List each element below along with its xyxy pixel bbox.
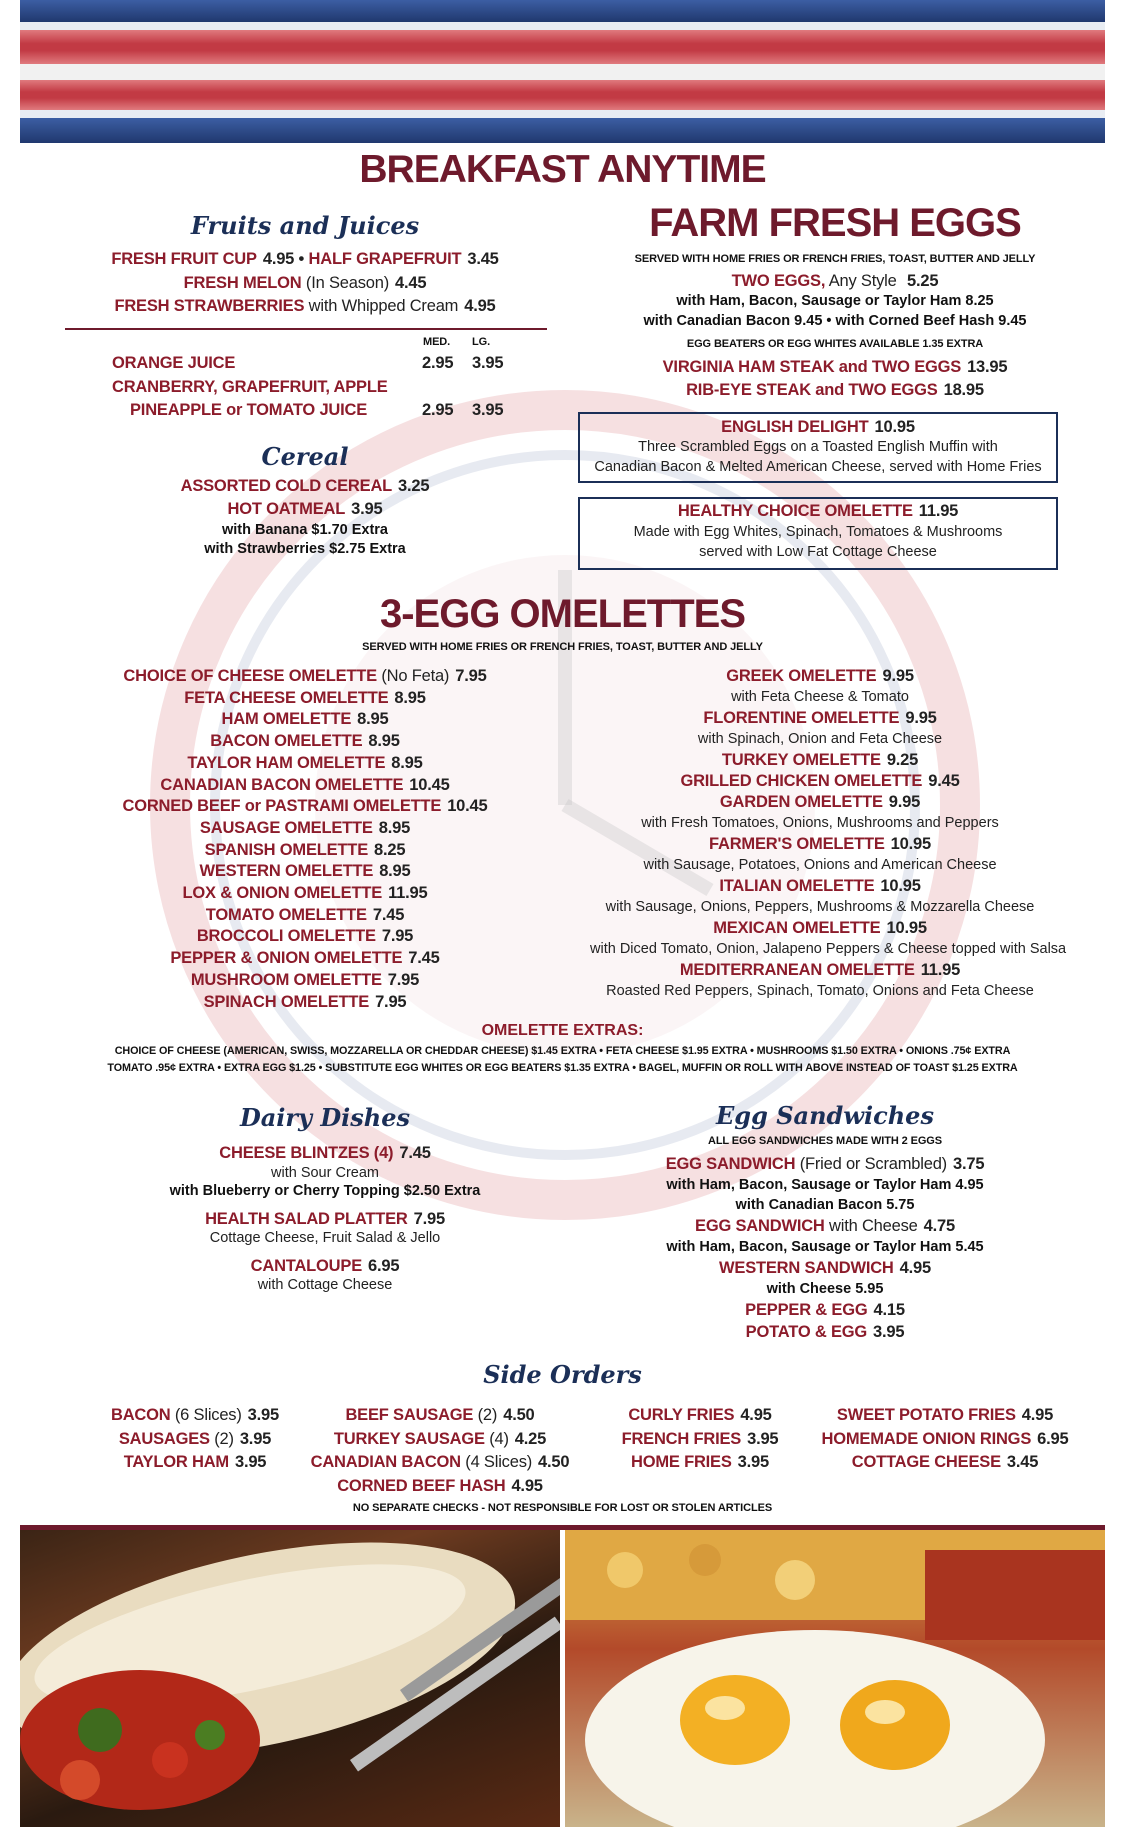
juice-name: PINEAPPLE or TOMATO JUICE [130,401,368,419]
item-price: 3.95 [247,1406,279,1424]
item-name: TURKEY SAUSAGE [333,1429,485,1448]
item-name: MEDITERRANEAN OMELETTE [679,961,915,979]
menu-item [310,1451,570,1475]
juice-med-price: 2.95 [422,354,454,372]
omelette-extras-line-2: TOMATO .95¢ EXTRA • EXTRA EGG $1.25 • SUBSTITUTE EGG WHITES OR EGG BEATERS $1.35 EXTRA • BAGEL, MUFFIN OR ROLL WITH ABOVE INSTEAD OF TOAST $1.25 EXTRA [107,1062,1018,1074]
item-desc: (In Season) [305,273,390,292]
item-name: PEPPER & ONION OMELETTE [170,949,403,968]
menu-item [110,840,500,862]
juice-row [60,399,550,423]
item-price: 4.95 [740,1406,772,1424]
item-name: FRESH FRUIT CUP [111,250,257,268]
item-price: 10.95 [880,877,921,895]
page-title: BREAKFAST ANYTIME [359,148,766,191]
menu-item [110,666,500,688]
item-price: 8.95 [357,710,389,729]
dairy-list [100,1143,550,1295]
cereal-extra: with Banana $1.70 Extra [221,522,388,538]
item-price: 7.45 [372,905,405,924]
item-name: COTTAGE CHEESE [851,1453,1001,1471]
item-subtext: Cottage Cheese, Fruit Salad & Jello [209,1230,441,1246]
menu-item [600,1215,1050,1237]
item-price: 6.95 [368,1256,400,1275]
item-price: 8.95 [394,688,426,707]
menu-item [585,379,1085,402]
sides-heading: Side Orders [483,1360,642,1389]
fruit-line [60,248,550,272]
eggs-with-ham: with Ham, Bacon, Sausage or Taylor Ham 8.25 [676,293,994,309]
item-price: 8.95 [378,818,411,837]
juice-row [60,376,550,400]
menu-item [810,1404,1080,1428]
item-name: CANADIAN BACON [310,1453,461,1471]
juice-name: ORANGE JUICE [112,354,236,372]
fried-eggs-photo-art [565,1530,1105,1827]
item-subtext-bold: with Cheese 5.95 [766,1281,884,1297]
item-price: 3.45 [467,250,499,268]
top-stripe-red [20,30,1105,64]
menu-item [110,926,500,948]
item-price: 10.45 [409,775,450,794]
top-stripe-white [20,22,1105,30]
item-price: 3.25 [398,477,430,495]
juice-lg-price: 3.95 [472,401,504,419]
item-name: GARDEN OMELETTE [719,793,883,811]
item-desc: with Cheese [829,1217,918,1235]
menu-item [310,1404,570,1428]
menu-item [600,1257,1050,1279]
stripe-gap [20,64,1105,80]
item-name: FLORENTINE OMELETTE [703,709,900,727]
menu-item [80,1451,310,1475]
item-price: 4.25 [514,1429,547,1448]
item-name: LOX & ONION OMELETTE [182,884,383,903]
item-price: 4.95 • [262,250,305,268]
menu-item [110,970,500,992]
omelettes-note: SERVED WITH HOME FRIES OR FRENCH FRIES, TOAST, BUTTER AND JELLY [362,641,763,653]
item-price: 7.95 [381,927,414,946]
top-stripe-blue [20,0,1105,22]
item-name: CURLY FRIES [628,1406,735,1424]
item-name: MUSHROOM OMELETTE [190,970,382,989]
menu-item [810,1428,1080,1452]
menu-item [590,708,1050,729]
item-name: BACON [111,1406,171,1424]
menu-item [590,771,1050,792]
eggs-heading: FARM FRESH EGGS [649,201,1021,245]
item-price: 3.95 [873,1323,905,1341]
footer-note: NO SEPARATE CHECKS - NOT RESPONSIBLE FOR LOST OR STOLEN ARTICLES [352,1502,773,1514]
sides-col-2 [310,1404,570,1498]
item-name: SAUSAGE OMELETTE [199,818,373,837]
item-subtext-bold: with Ham, Bacon, Sausage or Taylor Ham 5.45 [666,1239,984,1255]
item-price: 3.95 [737,1453,769,1471]
cereal-list [60,475,550,559]
menu-item [110,731,500,753]
item-name: TAYLOR HAM [123,1453,229,1471]
item-price: 4.75 [923,1217,955,1235]
item-price: 8.95 [391,753,423,772]
omelette-extras-heading: OMELETTE EXTRAS: [481,1022,644,1039]
item-price: 3.95 [239,1429,272,1448]
item-desc: (6 Slices) [174,1406,242,1424]
healthy-choice-desc-1: Made with Egg Whites, Spinach, Tomatoes & Mushrooms [633,524,1003,540]
sides-col-4 [810,1404,1080,1475]
menu-item [80,1404,310,1428]
sides-col-3 [590,1404,810,1475]
sandwiches-heading: Egg Sandwiches [716,1101,934,1130]
menu-item [585,356,1085,379]
menu-item [600,1153,1050,1175]
item-price: 3.45 [1006,1453,1039,1471]
english-delight-title: ENGLISH DELIGHT 10.95 [721,418,915,436]
item-price: 3.95 [747,1429,779,1448]
menu-item [310,1428,570,1452]
fruit-line [60,295,550,319]
menu-item [110,905,500,927]
menu-item [110,709,500,731]
menu-item [590,876,1050,897]
menu-item [600,1321,1050,1343]
spacer [100,1201,550,1209]
item-name: SPINACH OMELETTE [203,992,370,1011]
item-price: 4.45 [395,273,427,292]
fruit-line [60,272,550,296]
item-name: BEEF SAUSAGE [345,1406,474,1424]
item-price: 4.95 [464,297,496,315]
item-subtext-bold: with Canadian Bacon 5.75 [735,1197,915,1213]
dairy-heading: Dairy Dishes [239,1103,411,1132]
menu-item [110,818,500,840]
item-desc: (Fried or Scrambled) [799,1155,947,1173]
item-price: 7.95 [375,992,407,1011]
menu-item [590,918,1050,939]
steak-list [585,356,1085,402]
item-price: 9.45 [928,772,960,790]
item-price: 8.25 [374,840,406,859]
item-price: 9.95 [888,793,921,811]
english-delight-desc-2: Canadian Bacon & Melted American Cheese, served with Home Fries [594,459,1042,475]
item-name: HEALTH SALAD PLATTER [205,1209,408,1228]
menu-item [590,834,1050,855]
item-price: 7.95 [455,667,487,685]
item-name: CANADIAN BACON OMELETTE [160,775,404,794]
item-name: PEPPER & EGG [745,1301,868,1319]
english-delight-desc-1: Three Scrambled Eggs on a Toasted English Muffin with [638,439,998,455]
menu-item [590,1451,810,1475]
menu-item [590,792,1050,813]
juice-lg-price: 3.95 [472,354,504,372]
item-subtext-bold: with Blueberry or Cherry Topping $2.50 Extra [169,1183,481,1199]
omelettes-left-list [110,666,500,1013]
item-price: 8.95 [368,732,400,751]
item-subtext: with Feta Cheese & Tomato [731,689,909,705]
item-name: HOME FRIES [630,1453,732,1471]
menu-item [310,1475,570,1499]
item-price: 6.95 [1037,1429,1069,1448]
item-price: 3.75 [952,1155,985,1173]
item-desc: with Whipped Cream [308,297,459,315]
juice-col-lg: LG. [472,336,491,348]
item-name: FRESH MELON [183,273,302,292]
item-price: 4.15 [873,1301,905,1319]
fruits-lines [60,248,550,319]
item-name: FRENCH FRIES [621,1429,742,1448]
menu-page [20,0,1105,1827]
sides-col-1 [80,1404,310,1475]
menu-item [590,666,1050,687]
item-name: FRESH STRAWBERRIES [114,297,305,315]
item-name: HALF GRAPEFRUIT [308,250,462,268]
juice-med-price: 2.95 [422,401,454,419]
sandwiches-note: ALL EGG SANDWICHES MADE WITH 2 EGGS [707,1135,943,1147]
item-price: 9.95 [905,709,937,727]
menu-item [110,796,500,818]
item-desc: (No Feta) [381,667,450,685]
item-name: EGG SANDWICH [695,1217,825,1235]
item-price: 11.95 [920,961,961,979]
menu-item [110,688,500,710]
omelettes-right-list [590,666,1067,1002]
cereal-extra: with Strawberries $2.75 Extra [204,541,406,557]
item-name: CORNED BEEF HASH [337,1476,506,1495]
second-stripe-blue [20,118,1105,143]
item-price: 10.45 [447,797,488,816]
item-name: CHOICE OF CHEESE OMELETTE [123,667,377,685]
item-price: 7.95 [413,1209,445,1228]
healthy-choice-desc-2: served with Low Fat Cottage Cheese [699,544,937,560]
menu-item [590,1404,810,1428]
item-price: 7.95 [387,970,420,989]
item-name: CHEESE BLINTZES (4) [219,1144,394,1162]
second-stripe-white [20,110,1105,118]
item-desc: (4) [489,1429,509,1448]
sandwiches-list [600,1153,1050,1343]
fried-eggs-photo [565,1530,1105,1827]
omelettes-heading: 3-EGG OMELETTES [379,592,746,636]
omelette-photo-art [20,1530,560,1827]
menu-item [60,498,550,521]
item-price: 4.50 [538,1453,570,1471]
eggs-with-canadian: with Canadian Bacon 9.45 • with Corned Beef Hash 9.45 [643,313,1027,329]
item-price: 4.95 [899,1259,931,1277]
item-price: 10.95 [886,919,927,937]
menu-item [100,1209,550,1230]
item-name: ITALIAN OMELETTE [719,877,875,895]
menu-item [810,1451,1080,1475]
item-price: 7.45 [399,1144,431,1162]
item-price: 11.95 [388,884,428,903]
item-subtext: with Diced Tomato, Onion, Jalapeno Peppers & Cheese topped with Salsa [590,941,1067,957]
second-stripe-red [20,80,1105,110]
omelette-photo [20,1530,560,1827]
item-desc: (2) [214,1429,234,1448]
item-price: 4.95 [511,1476,543,1495]
menu-item [600,1299,1050,1321]
item-subtext: with Fresh Tomatoes, Onions, Mushrooms and Peppers [641,815,999,831]
item-name: CANTALOUPE [250,1256,363,1275]
menu-item [110,948,500,970]
eggs-note: SERVED WITH HOME FRIES OR FRENCH FRIES, TOAST, BUTTER AND JELLY [634,253,1036,265]
cereal-heading: Cereal [261,442,349,471]
item-desc: (2) [477,1406,498,1424]
juice-col-med: MED. [423,336,451,348]
item-name: SAUSAGES [118,1429,210,1448]
item-name: TOMATO OMELETTE [205,905,367,924]
fruits-divider [65,328,547,330]
item-subtext: with Cottage Cheese [257,1277,393,1293]
item-desc: (4 Slices) [465,1453,533,1471]
item-name: TURKEY OMELETTE [721,751,881,769]
item-price: 4.95 [1021,1406,1054,1424]
item-name: WESTERN OMELETTE [199,862,374,881]
two-eggs-item: TWO EGGS, Any Style 5.25 [731,272,939,290]
menu-item [100,1256,550,1277]
menu-item [80,1428,310,1452]
item-price: 3.95 [351,500,383,518]
item-subtext: with Spinach, Onion and Feta Cheese [697,731,943,747]
item-price: 10.95 [890,835,931,853]
item-subtext: with Sausage, Potatoes, Onions and American Cheese [643,857,997,873]
item-name: FETA CHEESE OMELETTE [184,688,389,707]
item-subtext: with Sour Cream [271,1164,379,1181]
item-name: BROCCOLI OMELETTE [196,927,376,946]
menu-item [110,775,500,797]
fruits-heading: Fruits and Juices [190,211,420,240]
item-price: 18.95 [943,381,984,399]
menu-item [100,1143,550,1164]
item-price: 9.95 [882,667,914,685]
juice-name: CRANBERRY, GRAPEFRUIT, APPLE [112,377,388,396]
item-name: FARMER'S OMELETTE [709,835,885,853]
item-name: POTATO & EGG [745,1323,868,1341]
item-subtext: with Sausage, Onions, Peppers, Mushrooms & Mozzarella Cheese [605,899,1035,915]
item-name: ASSORTED COLD CEREAL [180,477,393,495]
menu-item [60,475,550,498]
juice-row [60,352,550,376]
juice-list [60,352,550,423]
item-name: RIB-EYE STEAK and TWO EGGS [686,381,938,399]
item-price: 13.95 [967,358,1008,376]
egg-beaters-note: EGG BEATERS OR EGG WHITES AVAILABLE 1.35 EXTRA [686,338,984,350]
item-name: TAYLOR HAM OMELETTE [187,753,386,772]
item-name: EGG SANDWICH [665,1155,796,1173]
item-name: CORNED BEEF or PASTRAMI OMELETTE [122,797,442,816]
menu-item [110,861,500,883]
item-subtext-bold: with Ham, Bacon, Sausage or Taylor Ham 4.95 [666,1177,984,1193]
menu-item [590,1428,810,1452]
item-price: 9.25 [886,751,919,769]
spacer [100,1248,550,1256]
menu-item [110,883,500,905]
item-name: HOMEMADE ONION RINGS [821,1429,1032,1448]
item-name: HAM OMELETTE [221,710,352,729]
healthy-choice-title: HEALTHY CHOICE OMELETTE 11.95 [677,502,959,520]
item-name: BACON OMELETTE [210,732,363,751]
item-price: 4.50 [503,1406,535,1424]
menu-item [110,753,500,775]
item-name: SPANISH OMELETTE [204,840,368,859]
item-name: SWEET POTATO FRIES [836,1406,1016,1424]
item-name: GREEK OMELETTE [726,667,877,685]
item-price: 8.95 [379,862,411,881]
item-name: GRILLED CHICKEN OMELETTE [680,772,923,790]
item-price: 7.45 [408,949,440,968]
item-price: 3.95 [234,1453,267,1471]
menu-item [590,960,1050,981]
omelette-extras-line-1: CHOICE OF CHEESE (AMERICAN, SWISS, MOZZARELLA OR CHEDDAR CHEESE) $1.45 EXTRA • FETA CHEESE $1.95 EXTRA • MUSHROOMS $1.50 EXTRA • ONIONS .75¢ EXTRA [114,1045,1011,1057]
menu-item [590,750,1050,771]
item-name: MEXICAN OMELETTE [713,919,881,937]
item-name: WESTERN SANDWICH [719,1259,894,1277]
item-subtext: Roasted Red Peppers, Spinach, Tomato, Onions and Feta Cheese [606,983,1034,999]
item-name: VIRGINIA HAM STEAK and TWO EGGS [662,358,962,376]
menu-item [110,992,500,1014]
item-name: HOT OATMEAL [227,500,346,518]
